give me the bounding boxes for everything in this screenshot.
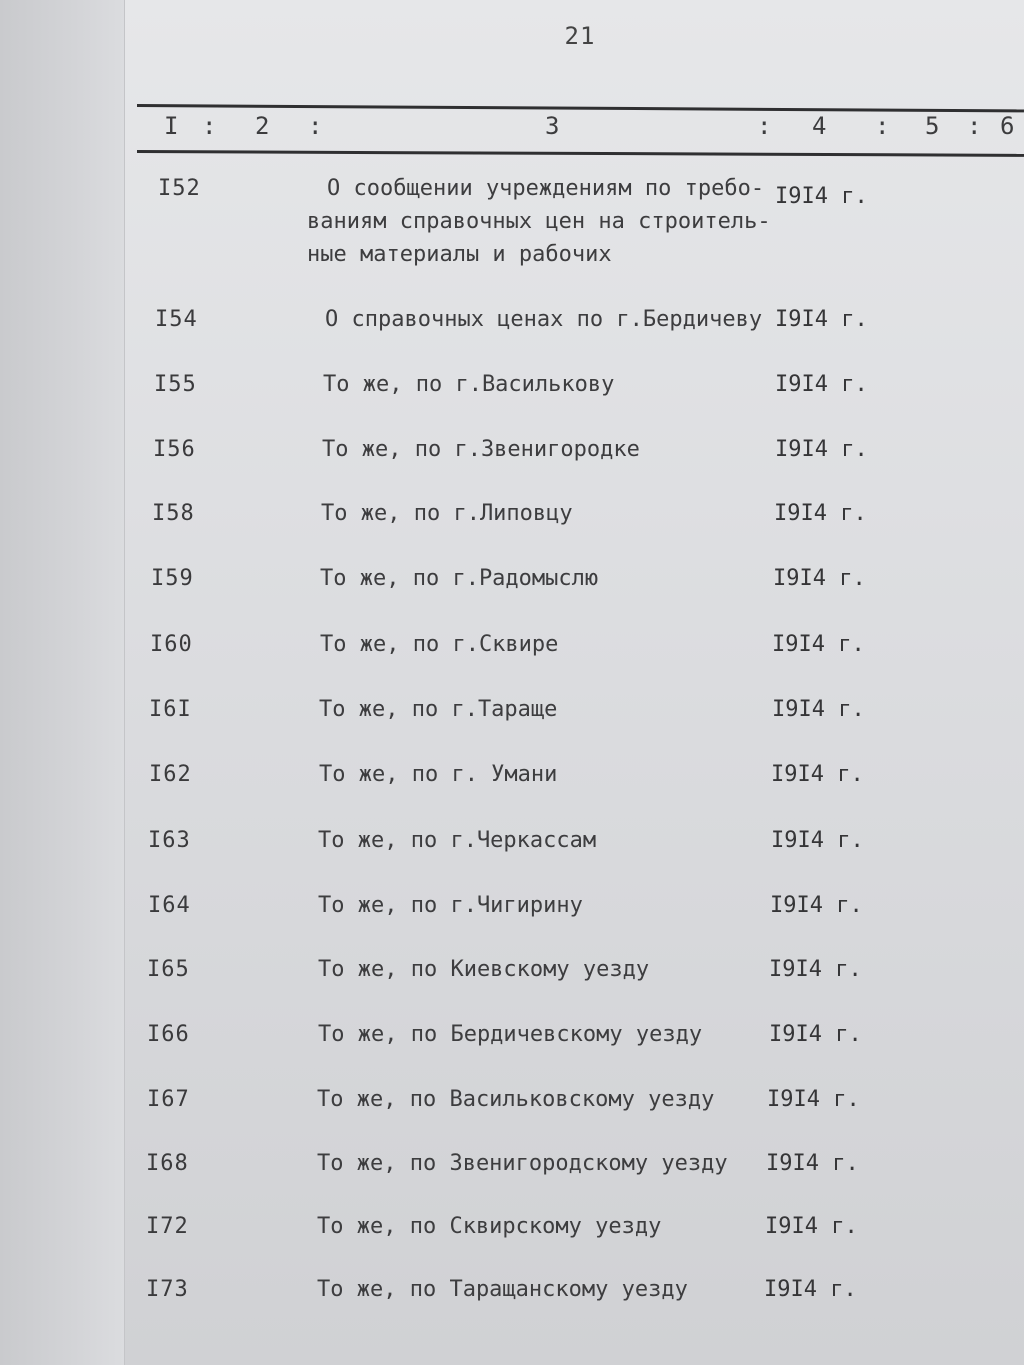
header-separator: : — [308, 112, 323, 140]
item-title-line: О сообщении учреждениям по требо- — [327, 176, 765, 201]
item-title — [307, 172, 771, 271]
item-title-line: То же, по г.Василькову — [323, 372, 615, 397]
item-number: I6I — [149, 697, 192, 722]
item-year: I9I4 г. — [771, 762, 864, 787]
header-col-5: 5 — [925, 112, 940, 140]
item-title — [320, 562, 598, 595]
item-year: I9I4 г. — [775, 372, 868, 397]
item-number: I67 — [147, 1087, 190, 1112]
item-year: I9I4 г. — [771, 828, 864, 853]
item-year: I9I4 г. — [773, 566, 866, 591]
item-number: I56 — [153, 437, 196, 462]
item-title-line: То же, по г.Черкассам — [318, 828, 597, 853]
item-title — [318, 824, 596, 857]
item-number: I54 — [155, 307, 198, 332]
header-col-3: 3 — [545, 112, 560, 140]
header-separator: : — [967, 112, 982, 140]
item-number: I72 — [146, 1214, 189, 1239]
item-year: I9I4 г. — [775, 437, 868, 462]
item-number: I66 — [147, 1022, 190, 1047]
item-title-line: То же, по Таращанскому уезду — [317, 1277, 688, 1302]
item-year: I9I4 г. — [766, 1151, 859, 1176]
item-title — [323, 368, 614, 401]
item-title-line: То же, по г.Радомыслю — [320, 566, 599, 591]
header-separator: : — [757, 112, 772, 140]
item-year: I9I4 г. — [769, 957, 862, 982]
item-number: I64 — [148, 893, 191, 918]
item-year: I9I4 г. — [770, 893, 863, 918]
previous-page-edge — [0, 0, 125, 1365]
header-col-2: 2 — [255, 112, 270, 140]
item-number: I65 — [147, 957, 190, 982]
item-title-line: То же, по г.Звенигородке — [322, 437, 640, 462]
item-year: I9I4 г. — [767, 1087, 860, 1112]
page-number: 21 — [564, 22, 596, 50]
item-number: I58 — [152, 501, 195, 526]
header-separator: : — [875, 112, 890, 140]
item-title-line: То же, по г. Умани — [319, 762, 558, 787]
item-title-line: То же, по г.Чигирину — [318, 893, 583, 918]
item-number: I55 — [154, 372, 197, 397]
item-number: I62 — [149, 762, 192, 787]
item-number: I68 — [146, 1151, 189, 1176]
item-title — [319, 758, 557, 791]
item-title — [317, 1083, 714, 1116]
item-year: I9I4 г. — [765, 1214, 858, 1239]
item-title — [318, 1018, 702, 1051]
item-title — [318, 889, 583, 922]
item-year: I9I4 г. — [775, 184, 868, 209]
item-title-line: То же, по Сквирскому уезду — [317, 1214, 662, 1239]
item-year: I9I4 г. — [774, 501, 867, 526]
item-title-line: ные материалы и рабочих — [307, 242, 612, 267]
item-title-line: То же, по г.Липовцу — [321, 501, 573, 526]
item-number: I60 — [150, 632, 193, 657]
item-title — [317, 1147, 728, 1180]
header-col-1: I — [164, 112, 179, 140]
item-title-line: То же, по Васильковскому уезду — [317, 1087, 715, 1112]
item-title — [318, 953, 649, 986]
item-year: I9I4 г. — [772, 697, 865, 722]
header-col-4: 4 — [812, 112, 827, 140]
item-year: I9I4 г. — [769, 1022, 862, 1047]
item-year: I9I4 г. — [764, 1277, 857, 1302]
item-title-line: То же, по Звенигородскому уезду — [317, 1151, 728, 1176]
header-top-rule — [137, 104, 1024, 112]
item-number: I73 — [146, 1277, 189, 1302]
item-title — [321, 497, 573, 530]
item-title — [319, 693, 557, 726]
item-title-line: То же, по Киевскому уезду — [318, 957, 650, 982]
item-title — [325, 303, 762, 336]
item-title — [317, 1273, 688, 1306]
item-year: I9I4 г. — [775, 307, 868, 332]
item-title-line: То же, по г.Таращe — [319, 697, 558, 722]
item-year: I9I4 г. — [772, 632, 865, 657]
item-title-line: То же, по Бердичевскому уезду — [318, 1022, 703, 1047]
header-col-6: 6 — [1000, 112, 1015, 140]
item-title-line: То же, по г.Сквире — [320, 632, 559, 657]
item-title — [322, 433, 640, 466]
item-title-line: О справочных ценах по г.Бердичеву — [325, 307, 763, 332]
item-number: I63 — [148, 828, 191, 853]
header-bottom-rule — [137, 150, 1024, 157]
item-number: I59 — [151, 566, 194, 591]
item-title — [320, 628, 558, 661]
item-title-line: ваниям справочных цен на строитель- — [307, 209, 771, 234]
header-separator: : — [202, 112, 217, 140]
item-number: I52 — [158, 176, 201, 201]
item-title — [317, 1210, 661, 1243]
